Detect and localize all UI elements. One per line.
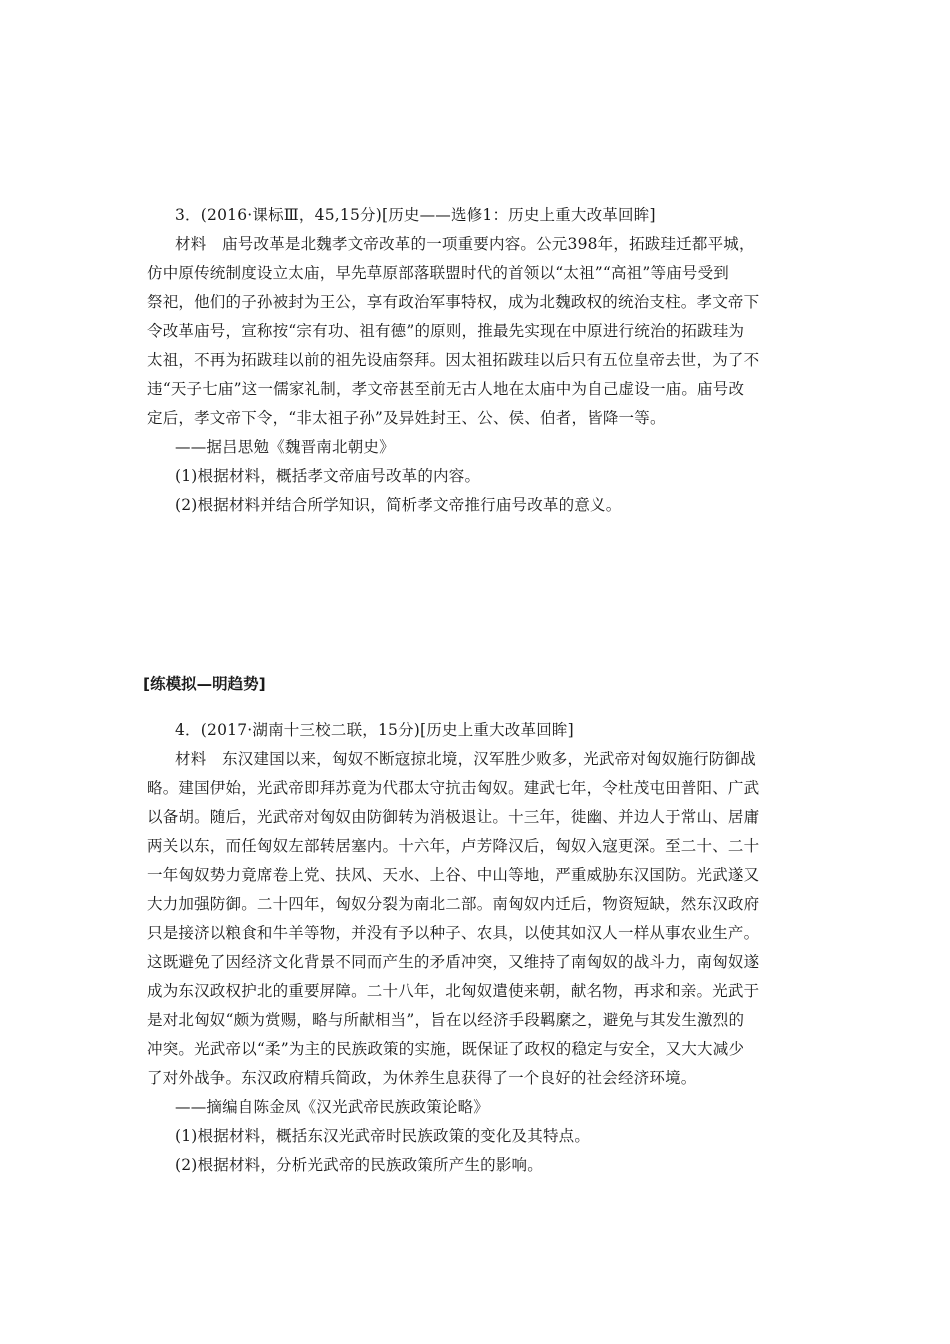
question-4-material-line: 一年匈奴势力竟席卷上党、扶风、天水、上谷、中山等地，严重威胁东汉国防。光武遂又 (147, 866, 760, 884)
question-4-source: ——摘编自陈金凤《汉光武帝民族政策论略》 (175, 1098, 490, 1116)
question-4-material-line: 略。建国伊始，光武帝即拜苏竟为代郡太守抗击匈奴。建武七年，令杜茂屯田普阳、广武 (147, 779, 760, 797)
question-4-material-line: 这既避免了因经济文化背景不同而产生的矛盾冲突，又维持了南匈奴的战斗力，南匈奴遂 (147, 953, 760, 971)
question-3-material-line: 太祖，不再为拓跋珪以前的祖先设庙祭拜。因太祖拓跋珪以后只有五位皇帝去世，为了不 (147, 351, 760, 369)
question-4-material-line: 了对外战争。东汉政府精兵简政，为休养生息获得了一个良好的社会经济环境。 (147, 1069, 697, 1087)
question-4 (147, 716, 807, 1180)
question-3-header: 3．(2016·课标Ⅲ，45,15分)[历史——选修1：历史上重大改革回眸] (175, 206, 656, 224)
question-4-material-line: 只是接济以粮食和牛羊等物，并没有予以种子、农具，以使其如汉人一样从事农业生产。 (147, 924, 760, 942)
question-3-material-line: 违“天子七庙”这一儒家礼制，孝文帝甚至前无古人地在太庙中为自己虚设一庙。庙号改 (147, 380, 745, 398)
question-4-material-line: 材料 东汉建国以来，匈奴不断寇掠北境，汉军胜少败多，光武帝对匈奴施行防御战 (175, 750, 756, 768)
question-3-subquestion-2: (2)根据材料并结合所学知识，简析孝文帝推行庙号改革的意义。 (175, 496, 622, 514)
question-4-material-line: 是对北匈奴“颇为赏赐，略与所献相当”，旨在以经济手段羁縻之，避免与其发生激烈的 (147, 1011, 745, 1029)
question-3-material-line: 祭祀，他们的子孙被封为王公，享有政治军事特权，成为北魏政权的统治支柱。孝文帝下 (147, 293, 760, 311)
question-4-material-line: 以备胡。随后，光武帝对匈奴由防御转为消极退让。十三年，徙幽、并边人于常山、居庸 (147, 808, 760, 826)
question-3-source: ——据吕思勉《魏晋南北朝史》 (175, 438, 395, 456)
question-4-header: 4．(2017·湖南十三校二联，15分)[历史上重大改革回眸] (175, 721, 574, 739)
question-4-material-line: 两关以东，而任匈奴左部转居塞内。十六年，卢芳降汉后，匈奴入寇更深。至二十、二十 (147, 837, 760, 855)
question-3-material-line: 定后，孝文帝下令，“非太祖子孙”及异姓封王、公、侯、伯者，皆降一等。 (147, 409, 666, 427)
question-3-material-line: 令改革庙号，宣称按“宗有功、祖有德”的原则，推最先实现在中原进行统治的拓跋珪为 (147, 322, 745, 340)
question-4-subquestion-2: (2)根据材料，分析光武帝的民族政策所产生的影响。 (175, 1156, 543, 1174)
section-title: [练模拟—明趋势] (143, 675, 266, 693)
question-3-material-line: 仿中原传统制度设立太庙，早先草原部落联盟时代的首领以“太祖”“高祖”等庙号受到 (147, 264, 729, 282)
question-3 (147, 201, 807, 520)
question-3-material-line: 材料 庙号改革是北魏孝文帝改革的一项重要内容。公元398年，拓跋珪迁都平城， (175, 235, 755, 253)
question-4-material-line: 成为东汉政权护北的重要屏障。二十八年，北匈奴遣使来朝，献名物，再求和亲。光武于 (147, 982, 760, 1000)
question-4-subquestion-1: (1)根据材料，概括东汉光武帝时民族政策的变化及其特点。 (175, 1127, 591, 1145)
question-4-material-line: 大力加强防御。二十四年，匈奴分裂为南北二部。南匈奴内迁后，物资短缺，然东汉政府 (147, 895, 760, 913)
question-3-subquestion-1: (1)根据材料，概括孝文帝庙号改革的内容。 (175, 467, 481, 485)
question-4-material-line: 冲突。光武帝以“柔”为主的民族政策的实施，既保证了政权的稳定与安全，又大大减少 (147, 1040, 745, 1058)
